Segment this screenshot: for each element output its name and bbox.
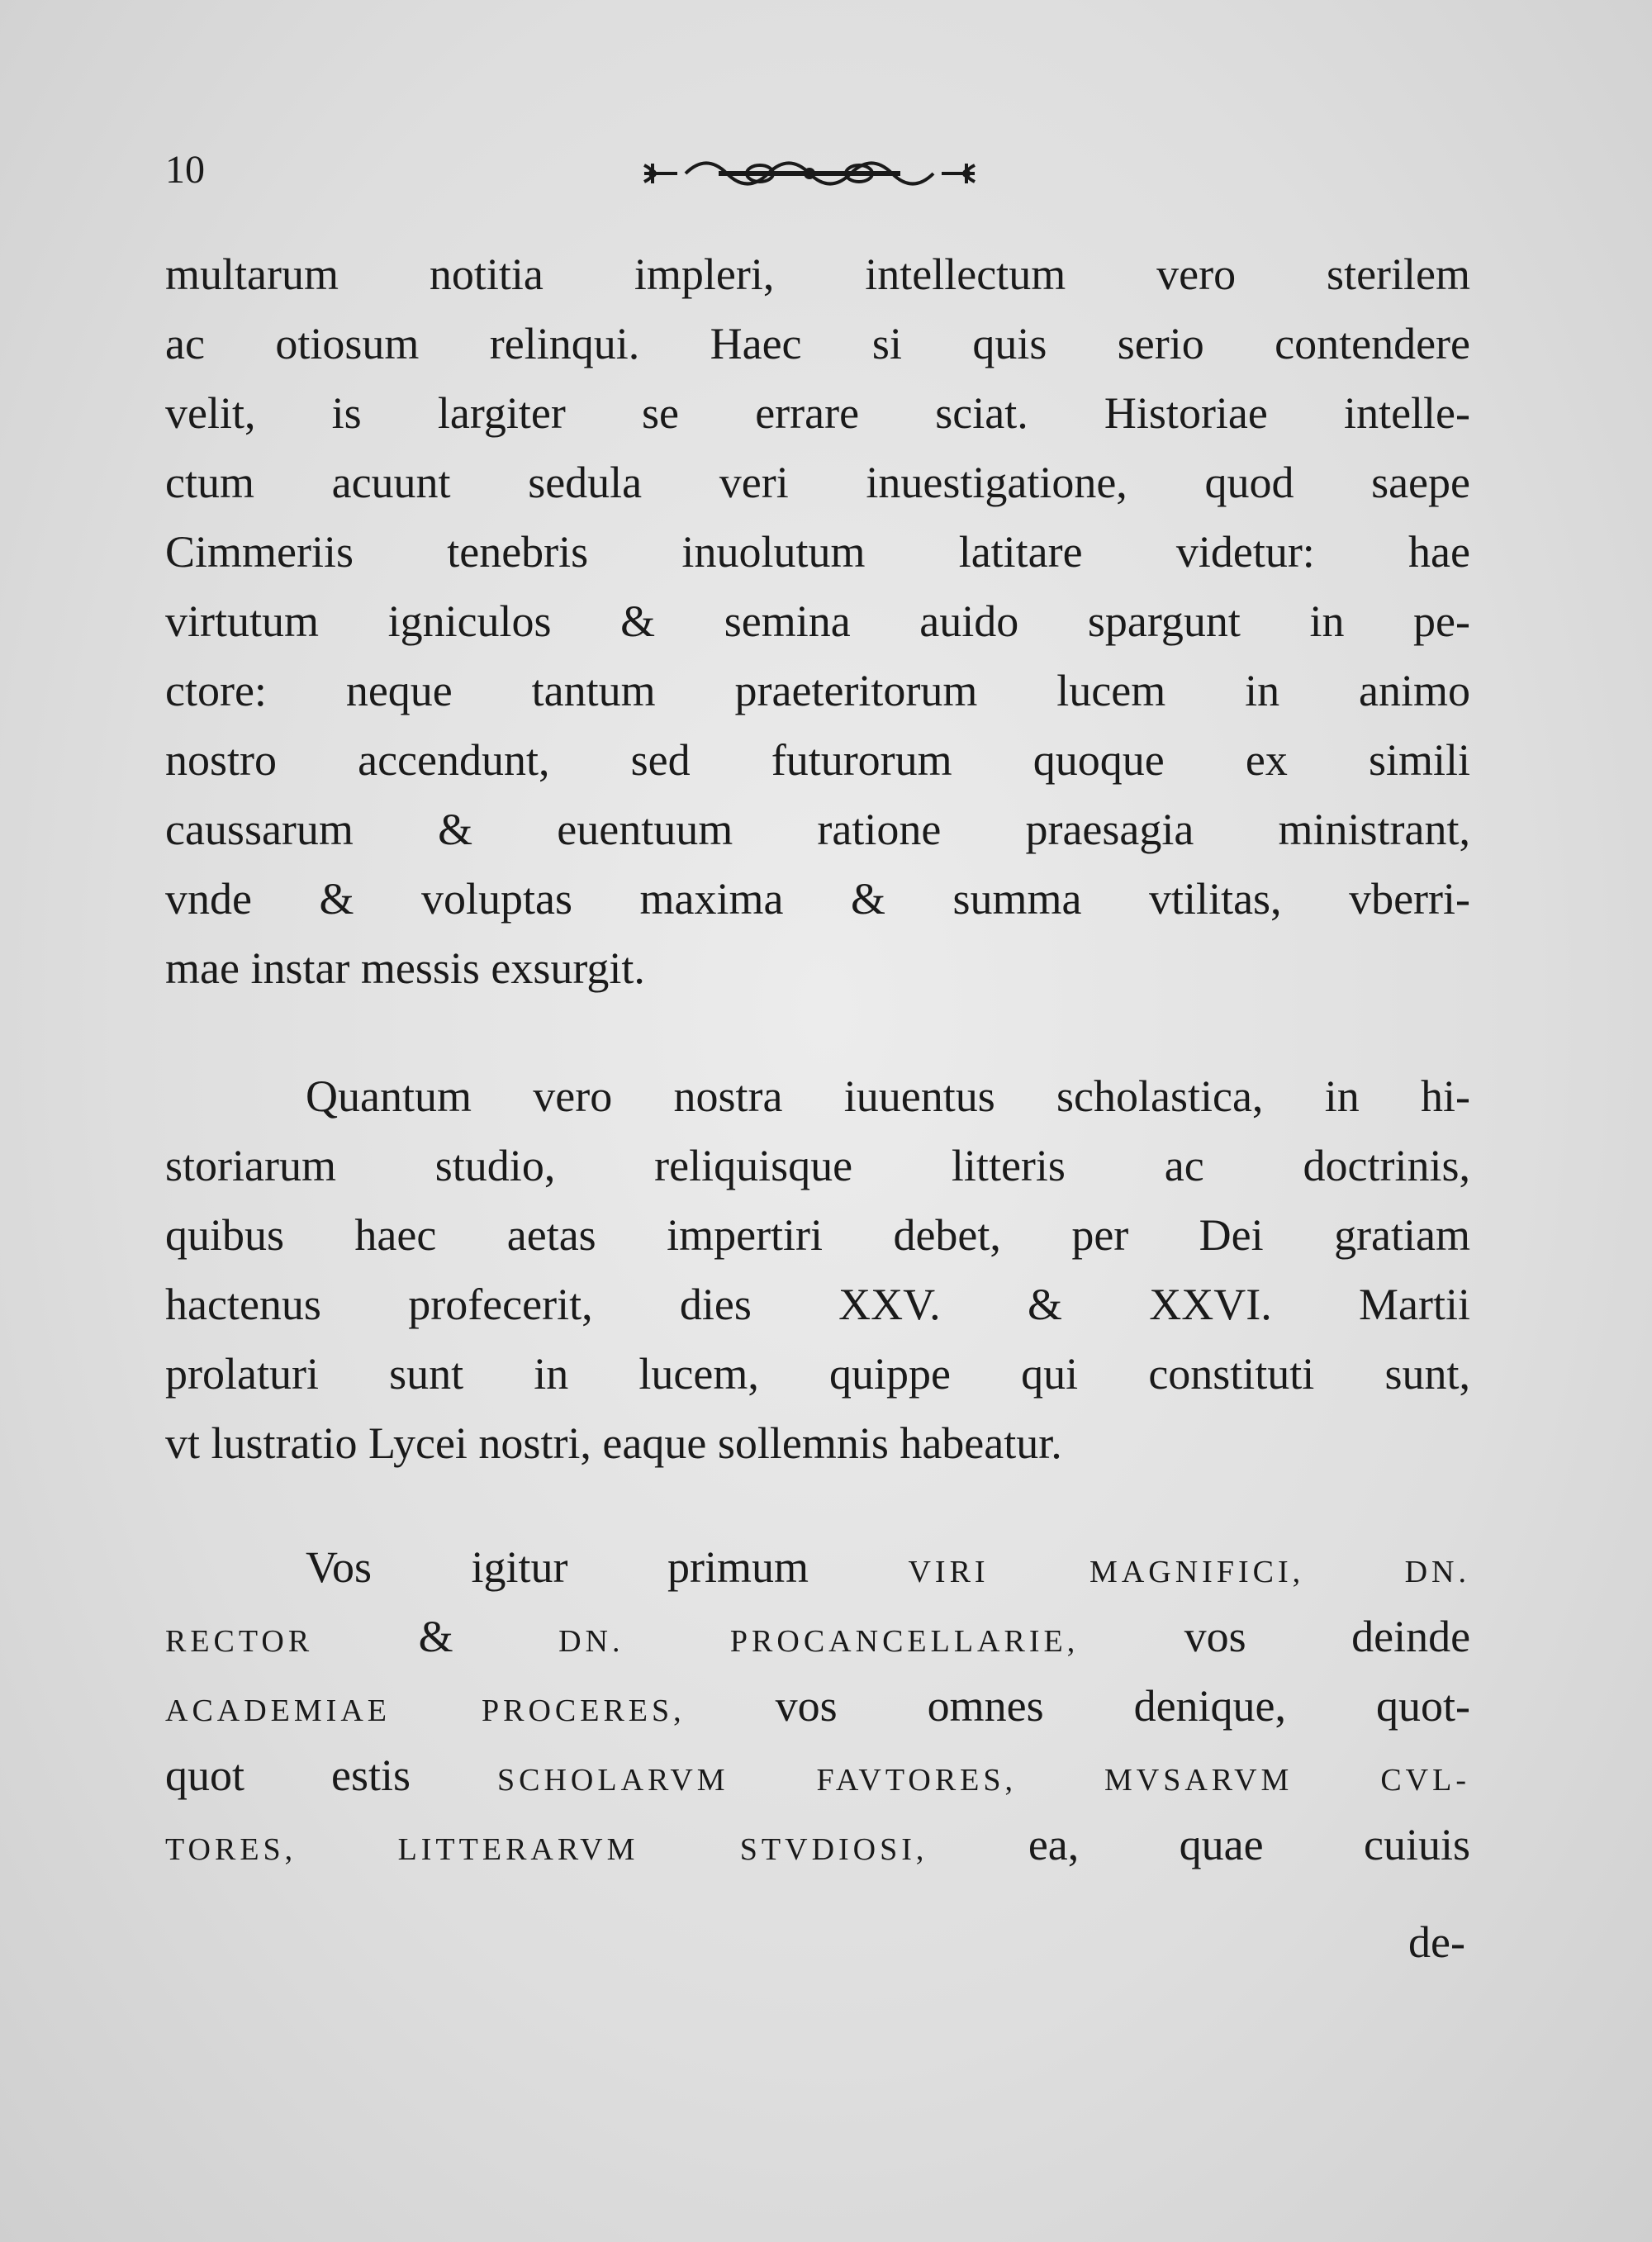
small-caps-run: SCHOLARVM FAVTORES, MVSARVM CVL- xyxy=(497,1763,1470,1798)
text-line xyxy=(165,1602,1470,1671)
page-number: 10 xyxy=(165,148,205,192)
small-caps-run: ACADEMIAE PROCERES, xyxy=(165,1693,686,1728)
small-caps-run: VIRI MAGNIFICI, DN. xyxy=(908,1555,1470,1589)
text-line: Quantum vero nostra iuuentus scholastica, in hi- xyxy=(306,1071,1470,1121)
catchword-onpage: de- xyxy=(1408,1917,1465,1967)
text-line: mae instar messis exsurgit. xyxy=(165,943,645,993)
text-run: vos deinde xyxy=(1184,1612,1471,1661)
small-caps-run: TORES, LITTERARVM STVDIOSI, xyxy=(165,1832,928,1867)
paragraph-3 xyxy=(165,1532,1470,1879)
text-line: ctore: neque tantum praeteritorum lucem in animo xyxy=(165,666,1470,715)
text-line: multarum notitia impleri, intellectum vero sterilem xyxy=(165,249,1470,299)
headpiece-ornament xyxy=(628,140,991,207)
text-run: & xyxy=(418,1612,453,1661)
text-line xyxy=(165,1532,1470,1602)
small-caps-run: RECTOR xyxy=(165,1624,314,1659)
text-line: virtutum igniculos & semina auido spargunt in pe- xyxy=(165,596,1470,646)
text-line: storiarum studio, reliquisque litteris ac doctrinis, xyxy=(165,1141,1470,1190)
text-line: quibus haec aetas impertiri debet, per Dei gratiam xyxy=(165,1210,1470,1260)
text-line: vt lustratio Lycei nostri, eaque sollemnis habeatur. xyxy=(165,1418,1062,1468)
text-line xyxy=(165,1810,1470,1879)
text-run: ea, quae cuiuis xyxy=(1028,1820,1470,1869)
paragraph-2 xyxy=(165,1062,1470,1478)
paragraph-1 xyxy=(165,240,1470,1003)
text-line: nostro accendunt, sed futurorum quoque ex simili xyxy=(165,735,1470,785)
text-line: ctum acuunt sedula veri inuestigatione, quod saepe xyxy=(165,458,1470,507)
text-line: prolaturi sunt in lucem, quippe qui constituti sunt, xyxy=(165,1349,1470,1399)
text-line: ac otiosum relinqui. Haec si quis serio contendere xyxy=(165,319,1470,368)
text-line xyxy=(165,1671,1470,1741)
text-line xyxy=(165,1741,1470,1810)
text-line: velit, is largiter se errare sciat. Historiae intelle- xyxy=(165,388,1470,438)
small-caps-run: DN. PROCANCELLARIE, xyxy=(558,1624,1080,1659)
text-line: caussarum & euentuum ratione praesagia ministrant, xyxy=(165,805,1470,854)
text-run: Vos igitur primum xyxy=(306,1542,809,1592)
text-run: vos omnes denique, quot- xyxy=(775,1681,1470,1731)
page-header xyxy=(165,140,1487,215)
text-line: vnde & voluptas maxima & summa vtilitas, vberri- xyxy=(165,874,1470,924)
text-line: Cimmeriis tenebris inuolutum latitare videtur: hae xyxy=(165,527,1470,577)
text-run: quot estis xyxy=(165,1750,411,1800)
text-line: hactenus profecerit, dies XXV. & XXVI. Martii xyxy=(165,1280,1470,1329)
